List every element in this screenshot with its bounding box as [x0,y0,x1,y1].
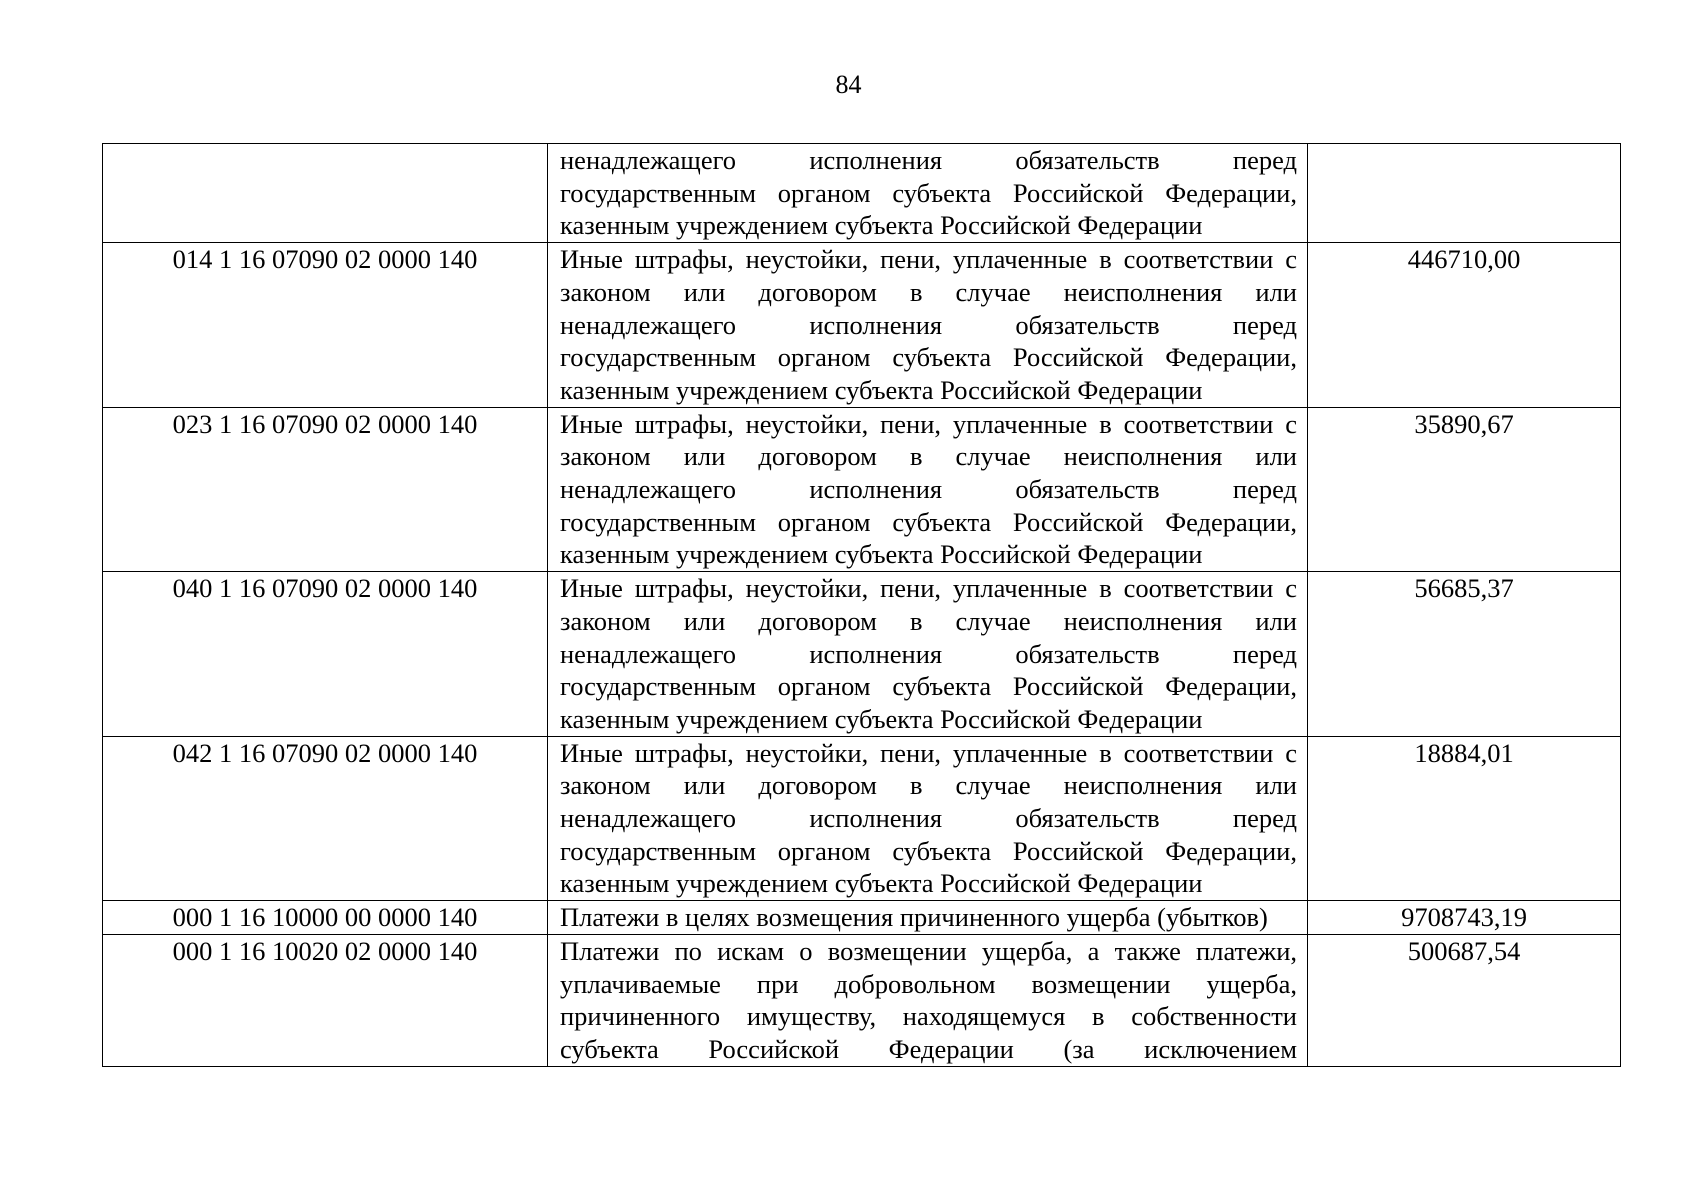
table-row [103,736,1621,901]
amount-cell [1308,144,1621,243]
description-text: Иные штрафы, неустойки, пени, уплаченные в соответствии с законом или договором в случае неисполнения или ненадлежащего исполнения обязательств перед государственным органом субъекта Российской Федерации, казенным учреждением субъекта Российской Федерации [560,573,1297,734]
budget-revenue-table [102,143,1621,1067]
table-row [103,407,1621,572]
description-cell [548,243,1308,408]
amount-cell: 18884,01 [1308,736,1621,901]
budget-code-cell: 000 1 16 10020 02 0000 140 [103,934,548,1066]
description-cell [548,934,1308,1066]
description-text: Иные штрафы, неустойки, пени, уплаченные в соответствии с законом или договором в случае неисполнения или ненадлежащего исполнения обязательств перед государственным органом субъекта Российской Федерации, казенным учреждением субъекта Российской Федерации [560,408,1297,570]
description-cell [548,144,1308,243]
table-row [103,243,1621,408]
description-text: Иные штрафы, неустойки, пени, уплаченные в соответствии с законом или договором в случае неисполнения или ненадлежащего исполнения обязательств перед государственным органом субъекта Российской Федерации, казенным учреждением субъекта Российской Федерации [560,244,1297,405]
table-row [103,901,1621,935]
amount-cell: 35890,67 [1308,407,1621,572]
budget-code-cell: 000 1 16 10000 00 0000 140 [103,901,548,935]
table-row [103,572,1621,737]
description-cell [548,407,1308,572]
budget-code-cell [103,144,548,243]
budget-code-cell: 042 1 16 07090 02 0000 140 [103,736,548,901]
budget-code-cell: 014 1 16 07090 02 0000 140 [103,243,548,408]
description-cell [548,901,1308,935]
description-text: ненадлежащего исполнения обязательств перед государственным органом субъекта Российской Федерации, казенным учреждением субъекта Российской Федерации [560,145,1297,241]
amount-cell: 9708743,19 [1308,901,1621,935]
description-cell [548,736,1308,901]
amount-cell: 56685,37 [1308,572,1621,737]
description-cell [548,572,1308,737]
budget-code-cell: 040 1 16 07090 02 0000 140 [103,572,548,737]
page-number: 84 [835,70,862,99]
amount-cell: 446710,00 [1308,243,1621,408]
budget-code-cell: 023 1 16 07090 02 0000 140 [103,407,548,572]
table-row [103,144,1621,243]
description-text: Иные штрафы, неустойки, пени, уплаченные в соответствии с законом или договором в случае неисполнения или ненадлежащего исполнения обязательств перед государственным органом субъекта Российской Федерации, казенным учреждением субъекта Российской Федерации [560,737,1297,899]
description-text: Платежи в целях возмещения причиненного ущерба (убытков) [560,902,1268,933]
description-text: Платежи по искам о возмещении ущерба, а также платежи, уплачиваемые при добровольном возмещении ущерба, причиненного имуществу, находящемуся в собственности субъекта Российской Федерации (за исключением [560,935,1297,1064]
table-row [103,934,1621,1066]
amount-cell: 500687,54 [1308,934,1621,1066]
